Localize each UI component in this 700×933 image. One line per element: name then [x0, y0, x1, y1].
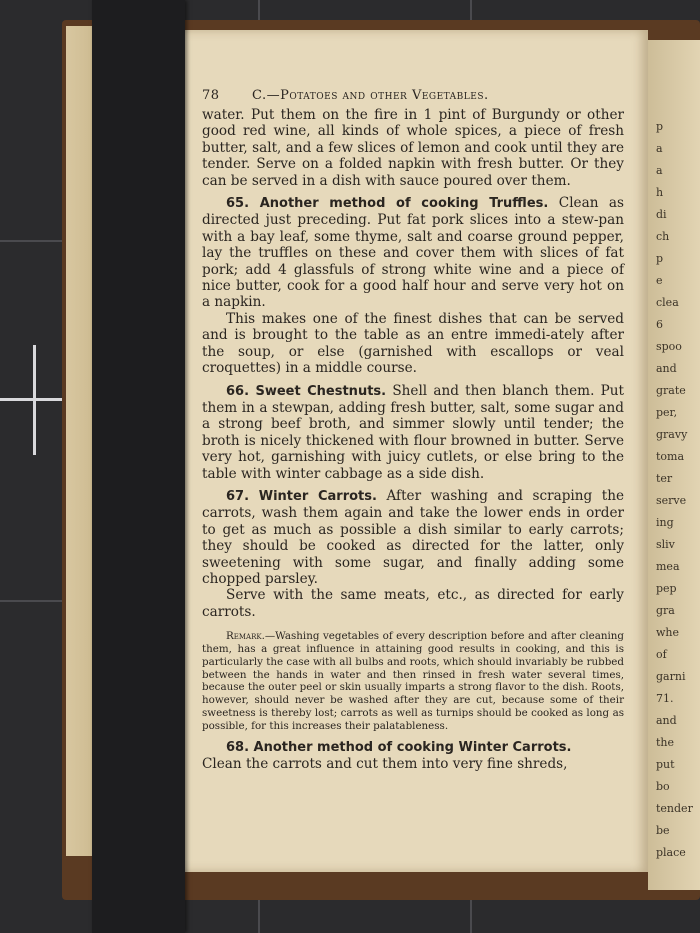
facing-page-fragment: a: [656, 164, 663, 177]
facing-page-fragment: h: [656, 186, 664, 199]
mat-grid-line: [470, 900, 472, 933]
holding-strap: [92, 0, 185, 933]
facing-page-fragment: 6: [656, 318, 663, 331]
facing-page-fragment: put: [656, 758, 675, 771]
facing-page-fragment: toma: [656, 450, 685, 463]
mat-grid-line: [0, 240, 62, 242]
facing-page-fragment: mea: [656, 560, 680, 573]
facing-page-fragment: garni: [656, 670, 686, 683]
facing-page-fragment: p: [656, 120, 664, 133]
facing-page-fragment: be: [656, 824, 670, 837]
remark-label: Remark.: [226, 630, 265, 643]
facing-page: [648, 40, 700, 890]
facing-page-fragment: spoo: [656, 340, 682, 353]
recipe-heading: 65. Another method of cooking Truffles.: [226, 196, 549, 212]
facing-page-fragment: gra: [656, 604, 675, 617]
recipe-extra: This makes one of the finest dishes that can be served and is brought to the table as an entre immedi-ately after the soup, or else (garnished with escallops or veal croquettes) in a middle course.: [202, 310, 624, 377]
recipe-text: Clean as directed just preceding. Put fat pork slices into a stew-pan with a bay leaf, some thyme, salt and coarse ground pepper, lay the truffles on these and cover them with slices of fat pork; add 4 glassfuls of strong white wine and a piece of nice butter, cook for a good half hour and serve very hot on a napkin.: [202, 195, 624, 311]
mat-grid-line: [470, 0, 472, 20]
facing-page-fragment: 71.: [656, 692, 674, 705]
recipe-65: [202, 195, 624, 311]
facing-page-fragment: place: [656, 846, 686, 859]
remark-text: —Washing vegetables of every description before and after cleaning them, has a great influence in attaining good results in cooking, and this is particularly the case with all bulbs and roots, which should invariably be rubbed between the hands in water and then rinsed in fresh water several times, because the outer peel or skin usually imparts a strong flavor to the dish. Roots, however, should never be washed after they are cut, because some of their sweetness is thereby lost; carrots as well as turnips should be cooked as long as possible, for this increases their palatableness.: [202, 630, 624, 732]
facing-page-fragment: and: [656, 362, 677, 375]
facing-page-fragment: sliv: [656, 538, 675, 551]
recipe-text: Clean the carrots and cut them into very fine shreds,: [202, 755, 568, 772]
recipe-text: After washing and scraping the carrots, wash them again and take the lower ends in order to get as much as possible a dish similar to early carrots; they should be cooked as directed for the latter, only sweetening with some sugar, and finally adding some chopped parsley.: [202, 487, 625, 587]
facing-page-fragment: of: [656, 648, 667, 661]
recipe-text: Shell and then blanch them. Put them in a stewpan, adding fresh butter, salt, some sugar and a strong beef broth, and simmer slowly until tender; the broth is nicely thickened with flour browned in butter. Serve very hot, garnishing with juicy cutlets, or else bring to the table with winter cabbage as a side dish.: [202, 382, 624, 482]
remark-note: [202, 630, 624, 732]
continuation-paragraph: water. Put them on the fire in 1 pint of Burgundy or other good red wine, all kinds of whole spices, a piece of fresh butter, salt, and a few slices of lemon and cook until they are tender. Serve on a folded napkin with fresh butter. Or they can be served in a dish with sauce poured over them.: [202, 107, 624, 189]
facing-page-fragment: the: [656, 736, 675, 749]
facing-page-fragment: and: [656, 714, 677, 727]
running-header: [202, 88, 624, 103]
mat-grid-line: [258, 900, 260, 933]
mat-grid-line: [258, 0, 260, 20]
recipe-extra: Serve with the same meats, etc., as directed for early carrots.: [202, 587, 624, 620]
facing-page-fragment: serve: [656, 494, 687, 507]
facing-page-fragment: grate: [656, 384, 686, 397]
facing-page-fragment: a: [656, 142, 663, 155]
page-content: [202, 88, 624, 772]
facing-page-fragment: pep: [656, 582, 677, 595]
facing-page-fragment: ing: [656, 516, 674, 529]
running-title: C.—Potatoes and other Vegetables.: [252, 88, 489, 103]
facing-page-fragment: per,: [656, 406, 678, 419]
recipe-67: [202, 488, 624, 587]
mat-crosshair: [33, 345, 36, 455]
facing-page-fragment: ch: [656, 230, 670, 243]
recipe-heading: 67. Winter Carrots.: [226, 488, 377, 504]
facing-page-fragment: clea: [656, 296, 679, 309]
facing-page-fragment: tender: [656, 802, 693, 815]
facing-page-fragment: di: [656, 208, 667, 221]
recipe-heading: 66. Sweet Chestnuts.: [226, 383, 387, 399]
mat-grid-line: [0, 600, 62, 602]
facing-page-fragment: ter: [656, 472, 673, 485]
facing-page-fragment: whe: [656, 626, 680, 639]
facing-page-fragment: bo: [656, 780, 670, 793]
facing-page-fragment: e: [656, 274, 663, 287]
page-number: 78: [202, 88, 220, 103]
facing-page-fragment: gravy: [656, 428, 688, 441]
recipe-heading: 68. Another method of cooking Winter Carrots.: [226, 739, 572, 755]
recipe-68: [202, 739, 624, 756]
recipe-66: [202, 383, 624, 482]
facing-page-fragment: p: [656, 252, 664, 265]
